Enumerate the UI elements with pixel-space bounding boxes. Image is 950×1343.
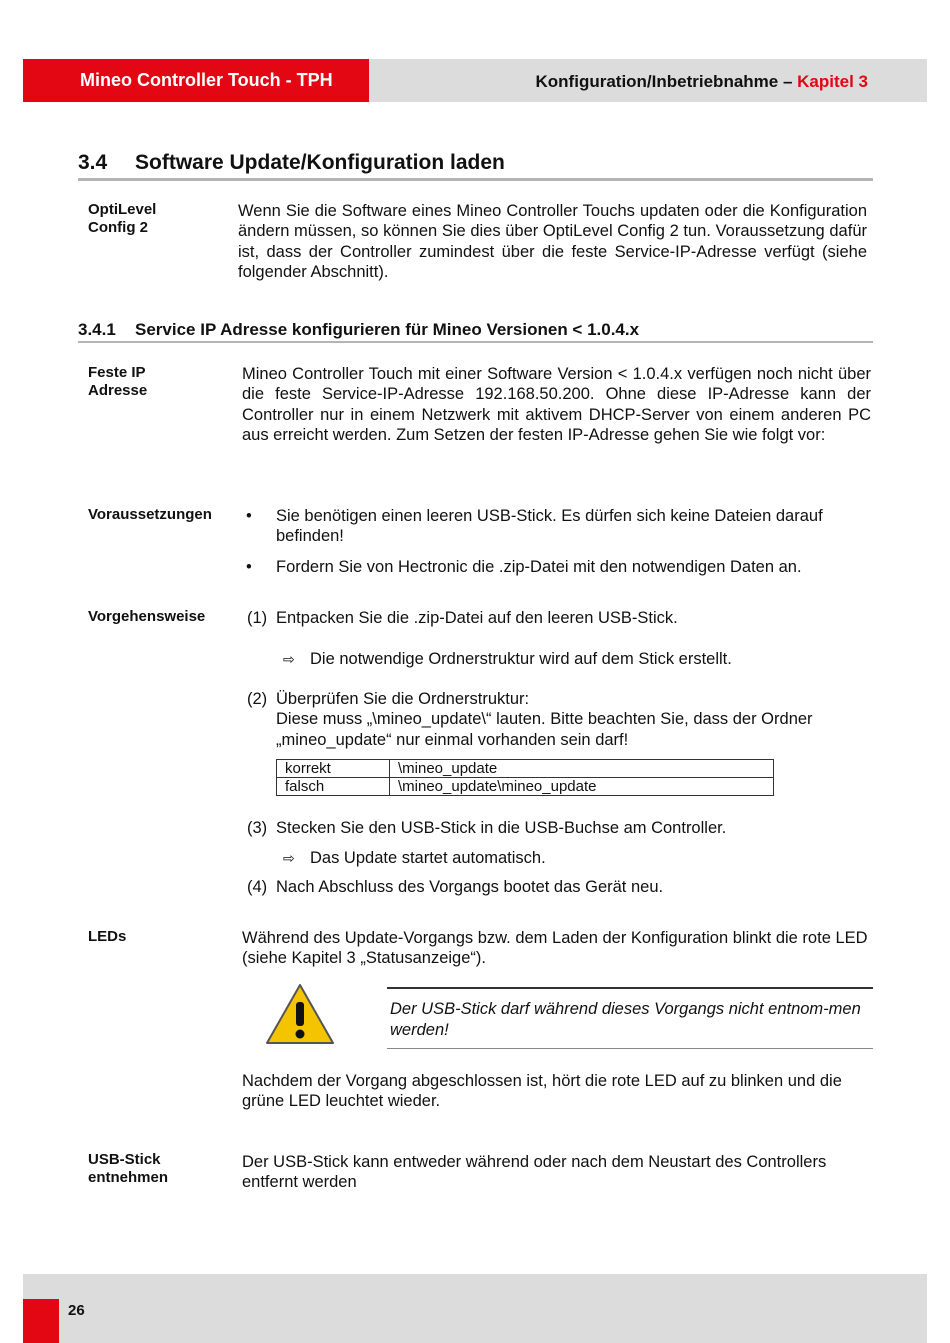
subsection-rule: [78, 341, 873, 343]
section-rule: [78, 178, 873, 181]
usb-remove-text: Der USB-Stick kann entweder während oder nach dem Neustart des Controllers entfernt werden: [242, 1153, 827, 1192]
prereq-list: [242, 506, 872, 587]
leds-label: LEDs: [88, 928, 127, 945]
list-item: • Sie benötigen einen leeren USB-Stick. Es dürfen sich keine Dateien darauf befinden!: [242, 506, 872, 547]
fixed-ip-label: [88, 364, 147, 400]
step-text: Nach Abschluss des Vorgangs bootet das Gerät neu.: [276, 878, 664, 896]
footer-band: [23, 1274, 927, 1343]
subsection-title: Service IP Adresse konfigurieren für Mineo Versionen < 1.0.4.x: [135, 320, 640, 339]
result-arrow-icon: ⇨: [283, 651, 295, 667]
warning-rule-bottom: [387, 1048, 873, 1049]
warning-rule-top: [387, 987, 873, 989]
list-item: • Fordern Sie von Hectronic die .zip-Datei mit den notwendigen Daten an.: [242, 557, 872, 577]
result-arrow-icon: ⇨: [283, 850, 295, 866]
table-cell-label: korrekt: [277, 760, 390, 778]
step-number: (4): [247, 878, 268, 896]
warning-text: Der USB-Stick darf während dieses Vorgangs nicht entnom-men werden!: [390, 1000, 861, 1039]
step-number: (1): [247, 609, 268, 627]
section-number: 3.4: [78, 151, 108, 174]
usb-label-line1: USB-Stick: [88, 1151, 161, 1168]
usb-label-line2: entnehmen: [88, 1169, 169, 1186]
step-text-detail: Diese muss „\mineo_update\“ lauten. Bitte beachten Sie, dass der Ordner „mineo_update“ nur einmal vorhanden sein darf!: [276, 710, 813, 749]
section-heading: [78, 151, 505, 175]
fixed-ip-label-line1: Feste IP: [88, 364, 146, 381]
table-cell-path: \mineo_update: [390, 760, 774, 778]
step-3: [247, 818, 872, 838]
chapter-prefix: Konfiguration/Inbetriebnahme –: [535, 72, 798, 91]
usb-remove-label: [88, 1151, 168, 1187]
subsection-number: 3.4.1: [78, 320, 116, 339]
table-row: [277, 760, 774, 778]
subsection-heading: [78, 320, 639, 340]
fixed-ip-text: Mineo Controller Touch mit einer Software Version < 1.0.4.x verfügen noch nicht über die feste Service-IP-Adresse 192.168.50.200. Ohne diese IP-Adresse kann der Controller nur in einem Netzwerk mit aktivem DHCP-Server von einem anderen PC aus erreicht werden. Zum Setzen der festen IP-Adresse gehen Sie wie folgt vor:: [242, 365, 871, 444]
procedure-label: Vorgehensweise: [88, 608, 206, 625]
table-cell-path: \mineo_update\mineo_update: [390, 778, 774, 796]
prereq-label: Voraussetzungen: [88, 506, 212, 523]
step-4: [247, 877, 872, 897]
step-number: (3): [247, 819, 268, 837]
step-2: [247, 689, 872, 750]
step-text: Überprüfen Sie die Ordnerstruktur:: [276, 690, 530, 708]
warning-icon: [264, 982, 336, 1046]
optilevel-label-line2: Config 2: [88, 219, 148, 236]
chapter-label: Kapitel 3: [797, 72, 868, 91]
footer-red-mark: [23, 1299, 59, 1343]
section-intro: Wenn Sie die Software eines Mineo Controller Touchs updaten oder die Konfiguration ändern müssen, so können Sie dies über OptiLevel Config 2 tun. Voraussetzung dafür ist, dass der Controller zumindest über die feste Service-IP-Adresse verfügt (siehe folgender Abschnitt).: [238, 202, 867, 281]
step-1-result: [283, 649, 732, 669]
after-text: Nachdem der Vorgang abgeschlossen ist, hört die rote LED auf zu blinken und die grüne LED leuchtet wieder.: [242, 1072, 842, 1111]
document-title: Mineo Controller Touch - TPH: [80, 70, 333, 90]
fixed-ip-label-line2: Adresse: [88, 382, 148, 399]
result-text: Die notwendige Ordnerstruktur wird auf dem Stick erstellt.: [310, 650, 732, 668]
section-title: Software Update/Konfiguration laden: [135, 151, 505, 174]
table-row: [277, 778, 774, 796]
optilevel-label: [88, 201, 156, 237]
table-cell-label: falsch: [277, 778, 390, 796]
step-text: Entpacken Sie die .zip-Datei auf den leeren USB-Stick.: [276, 609, 678, 627]
chapter-heading: [536, 72, 868, 92]
step-1: [247, 608, 872, 628]
result-text: Das Update startet automatisch.: [310, 849, 546, 867]
step-3-result: [283, 848, 546, 868]
step-number: (2): [247, 690, 268, 708]
page-number: 26: [68, 1302, 85, 1319]
leds-text: Während des Update-Vorgangs bzw. dem Laden der Konfiguration blinkt die rote LED (siehe Kapitel 3 „Statusanzeige“).: [242, 929, 868, 968]
step-text: Stecken Sie den USB-Stick in die USB-Buchse am Controller.: [276, 819, 727, 837]
folder-structure-table: [276, 759, 774, 796]
optilevel-label-line1: OptiLevel: [88, 201, 157, 218]
